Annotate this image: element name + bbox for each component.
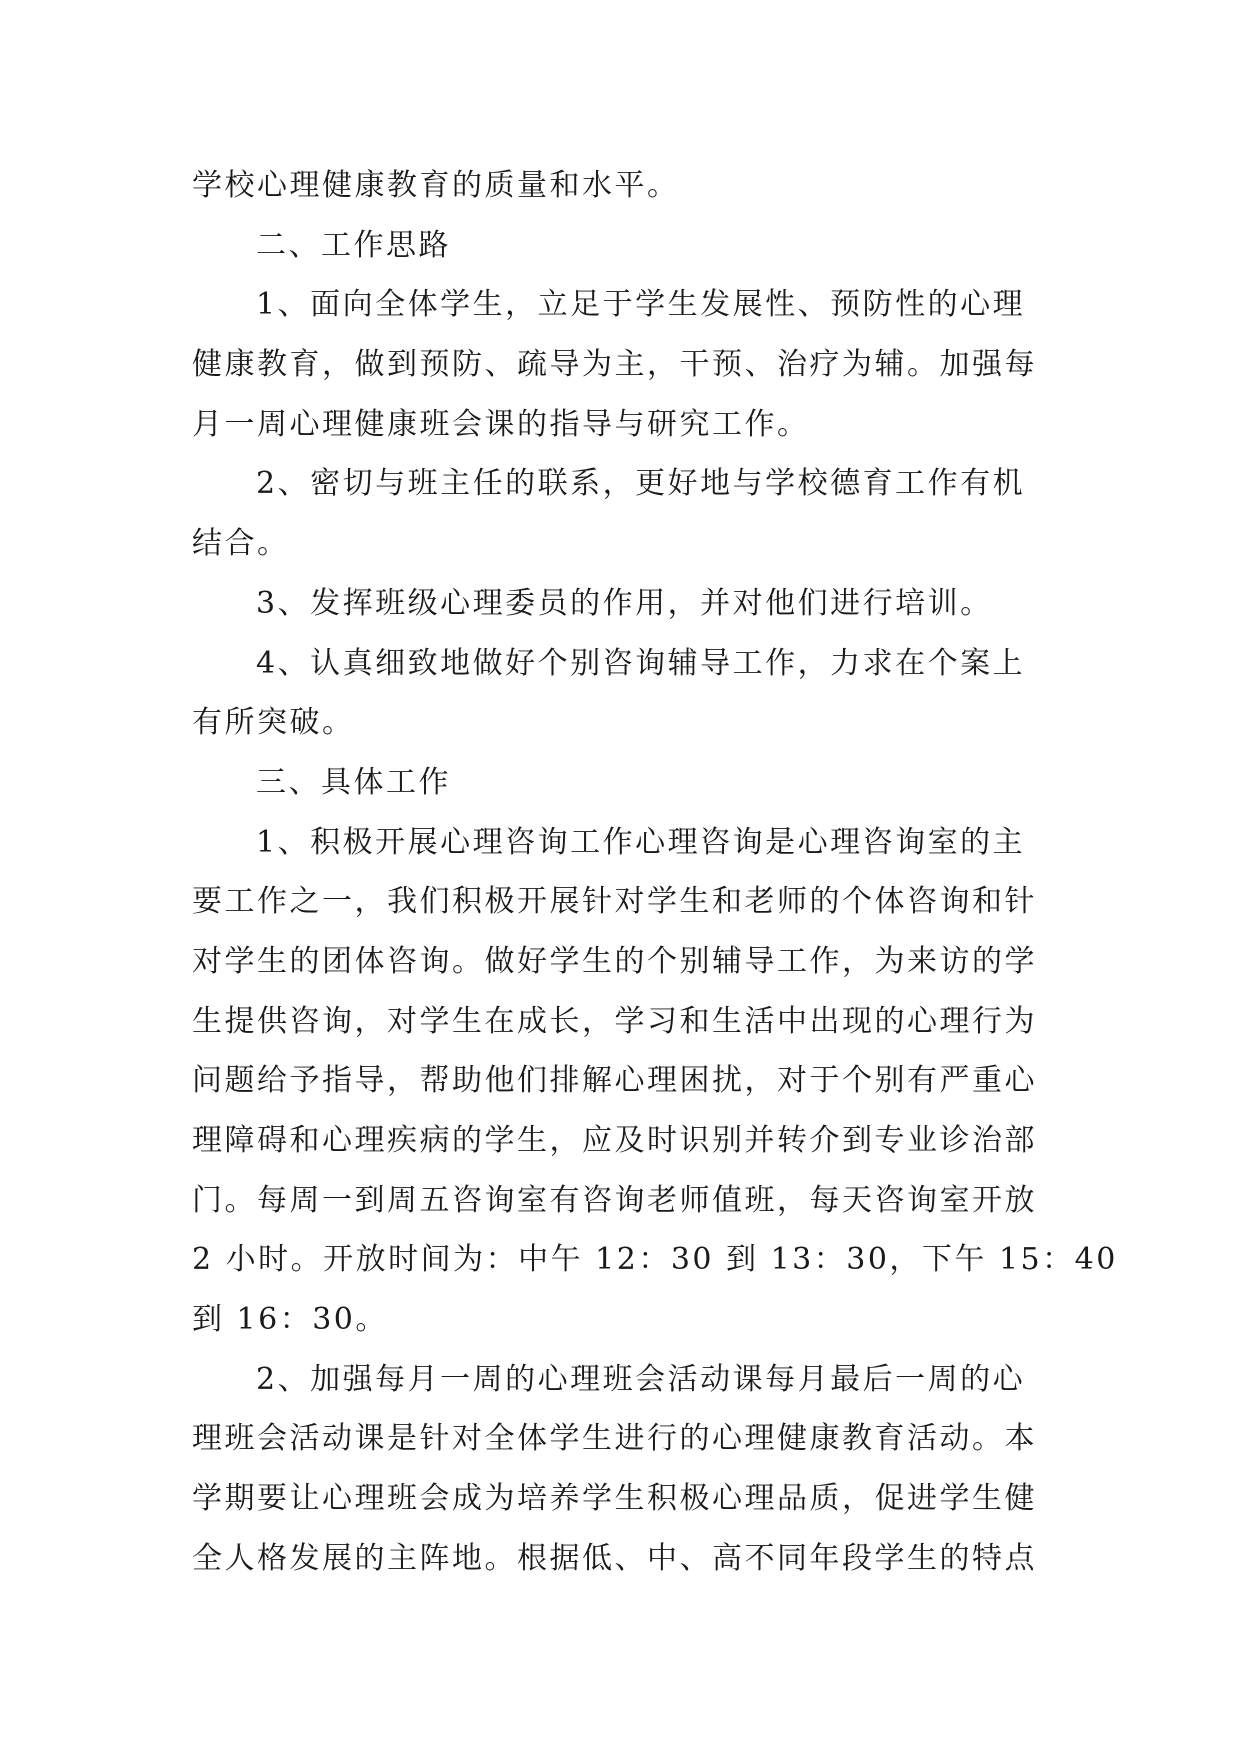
text-line: 有所突破。 bbox=[192, 705, 355, 741]
text-line: 对学生的团体咨询。做好学生的个别辅导工作，为来访的学 bbox=[192, 943, 1037, 979]
text-line: 要工作之一，我们积极开展针对学生和老师的个体咨询和针 bbox=[192, 884, 1037, 920]
text-line: 理班会活动课是针对全体学生进行的心理健康教育活动。本 bbox=[192, 1421, 1037, 1457]
text-line: 学校心理健康教育的质量和水平。 bbox=[192, 168, 680, 203]
text-line: 二、工作思路 bbox=[256, 227, 451, 263]
text-line: 2、密切与班主任的联系，更好地与学校德育工作有机 bbox=[256, 466, 1026, 502]
text-line: 全人格发展的主阵地。根据低、中、高不同年段学生的特点 bbox=[192, 1540, 1037, 1576]
text-line: 1、面向全体学生，立足于学生发展性、预防性的心理 bbox=[256, 287, 1026, 323]
text-line: 问题给予指导，帮助他们排解心理困扰，对于个别有严重心 bbox=[192, 1063, 1037, 1099]
text-line: 1、积极开展心理咨询工作心理咨询是心理咨询室的主 bbox=[256, 824, 1026, 860]
text-line: 学期要让心理班会成为培养学生积极心理品质，促进学生健 bbox=[192, 1481, 1037, 1517]
text-line: 健康教育，做到预防、疏导为主，干预、治疗为辅。加强每 bbox=[192, 347, 1037, 383]
text-line: 结合。 bbox=[192, 526, 290, 562]
text-line: 月一周心理健康班会课的指导与研究工作。 bbox=[192, 406, 810, 442]
text-line: 3、发挥班级心理委员的作用，并对他们进行培训。 bbox=[256, 585, 993, 621]
text-line: 到 16：30。 bbox=[192, 1302, 388, 1338]
text-line: 理障碍和心理疾病的学生，应及时识别并转介到专业诊治部 bbox=[192, 1123, 1037, 1158]
text-line: 4、认真细致地做好个别咨询辅导工作，力求在个案上 bbox=[256, 645, 1026, 681]
text-line: 门。每周一到周五咨询室有咨询老师值班，每天咨询室开放 bbox=[192, 1182, 1037, 1218]
document-body bbox=[192, 156, 1118, 1589]
text-line: 2 小时。开放时间为：中午 12：30 到 13：30，下午 15：40 bbox=[192, 1242, 1118, 1278]
text-line: 2、加强每月一周的心理班会活动课每月最后一周的心 bbox=[256, 1361, 1026, 1397]
text-line: 三、具体工作 bbox=[256, 764, 451, 800]
text-line: 生提供咨询，对学生在成长，学习和生活中出现的心理行为 bbox=[192, 1003, 1037, 1039]
